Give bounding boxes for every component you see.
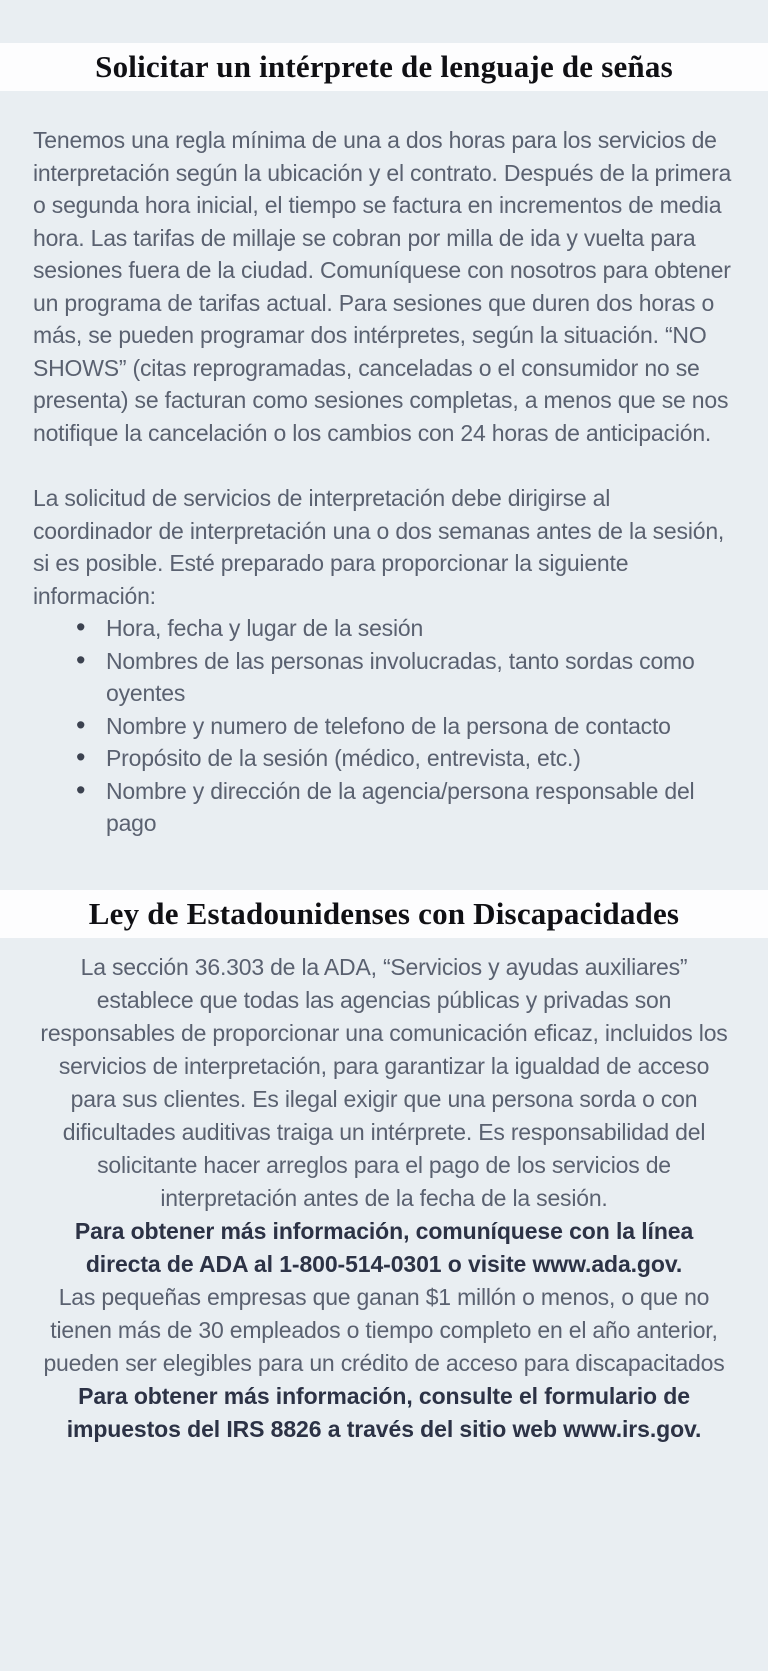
ada-hotline-notice: Para obtener más información, comuníquese con la línea directa de ADA al 1-800-514-0301 o visite www.ada.gov. bbox=[74, 1217, 694, 1277]
small-business-credit-paragraph: Las pequeñas empresas que ganan $1 millón o menos, o que no tienen más de 30 empleados o tiempo completo en el año anterior, pueden ser elegibles para un crédito de acceso para discapacitados bbox=[43, 1283, 725, 1376]
section2-title: Ley de Estadounidenses con Discapacidades bbox=[88, 895, 680, 931]
section-gap bbox=[0, 840, 768, 890]
list-item-session-time: • Hora, fecha y lugar de la sesión bbox=[76, 612, 735, 645]
section2-title-band bbox=[0, 890, 768, 938]
irs-form-notice: Para obtener más información, consulte el formulario de impuestos del IRS 8826 a través del sitio web www.irs.gov. bbox=[66, 1382, 702, 1442]
list-item-purpose: • Propósito de la sesión (médico, entrevista, etc.) bbox=[76, 742, 735, 775]
ada-description-paragraph: La sección 36.303 de la ADA, “Servicios y ayudas auxiliares” establece que todas las agencias públicas y privadas son responsables de proporcionar una comunicación eficaz, incluidos los servicios de interpretación, para garantizar la igualdad de acceso para sus clientes. Es ilegal exigir que una persona sorda o con dificultades auditivas traiga un intérprete. Es responsabilidad del solicitante hacer arreglos para el pago de los servicios de interpretación antes de la fecha de la sesión. bbox=[40, 953, 728, 1211]
section1-title: Solicitar un intérprete de lenguaje de señas bbox=[95, 49, 673, 84]
list-item-names: • Nombres de las personas involucradas, tanto sordas como oyentes bbox=[76, 645, 735, 710]
ada-section bbox=[0, 938, 768, 1446]
request-instructions-paragraph: La solicitud de servicios de interpretación debe dirigirse al coordinador de interpretación una o dos semanas antes de la sesión, si es posible. Esté preparado para proporcionar la siguiente información: bbox=[33, 485, 725, 609]
list-item-payer: • Nombre y dirección de la agencia/persona responsable del pago bbox=[76, 775, 735, 840]
list-item-contact: • Nombre y numero de telefono de la persona de contacto bbox=[76, 710, 735, 743]
billing-policy-paragraph: Tenemos una regla mínima de una a dos horas para los servicios de interpretación según la ubicación y el contrato. Después de la primera o segunda hora inicial, el tiempo se factura en incrementos de media hora. Las tarifas de millaje se cobran por milla de ida y vuelta para sesiones fuera de la ciudad. Comuníquese con nosotros para obtener un programa de tarifas actual. Para sesiones que duren dos horas o más, se pueden programar dos intérpretes, según la situación. “NO SHOWS” (citas reprogramadas, canceladas o el consumidor no se presenta) se facturan como sesiones completas, a menos que se nos notifique la cancelación o los cambios con 24 horas de anticipación. bbox=[33, 127, 732, 446]
section1-title-band bbox=[0, 43, 768, 91]
top-margin bbox=[0, 0, 768, 43]
required-info-list bbox=[33, 612, 735, 840]
interpreter-request-section bbox=[0, 91, 768, 840]
